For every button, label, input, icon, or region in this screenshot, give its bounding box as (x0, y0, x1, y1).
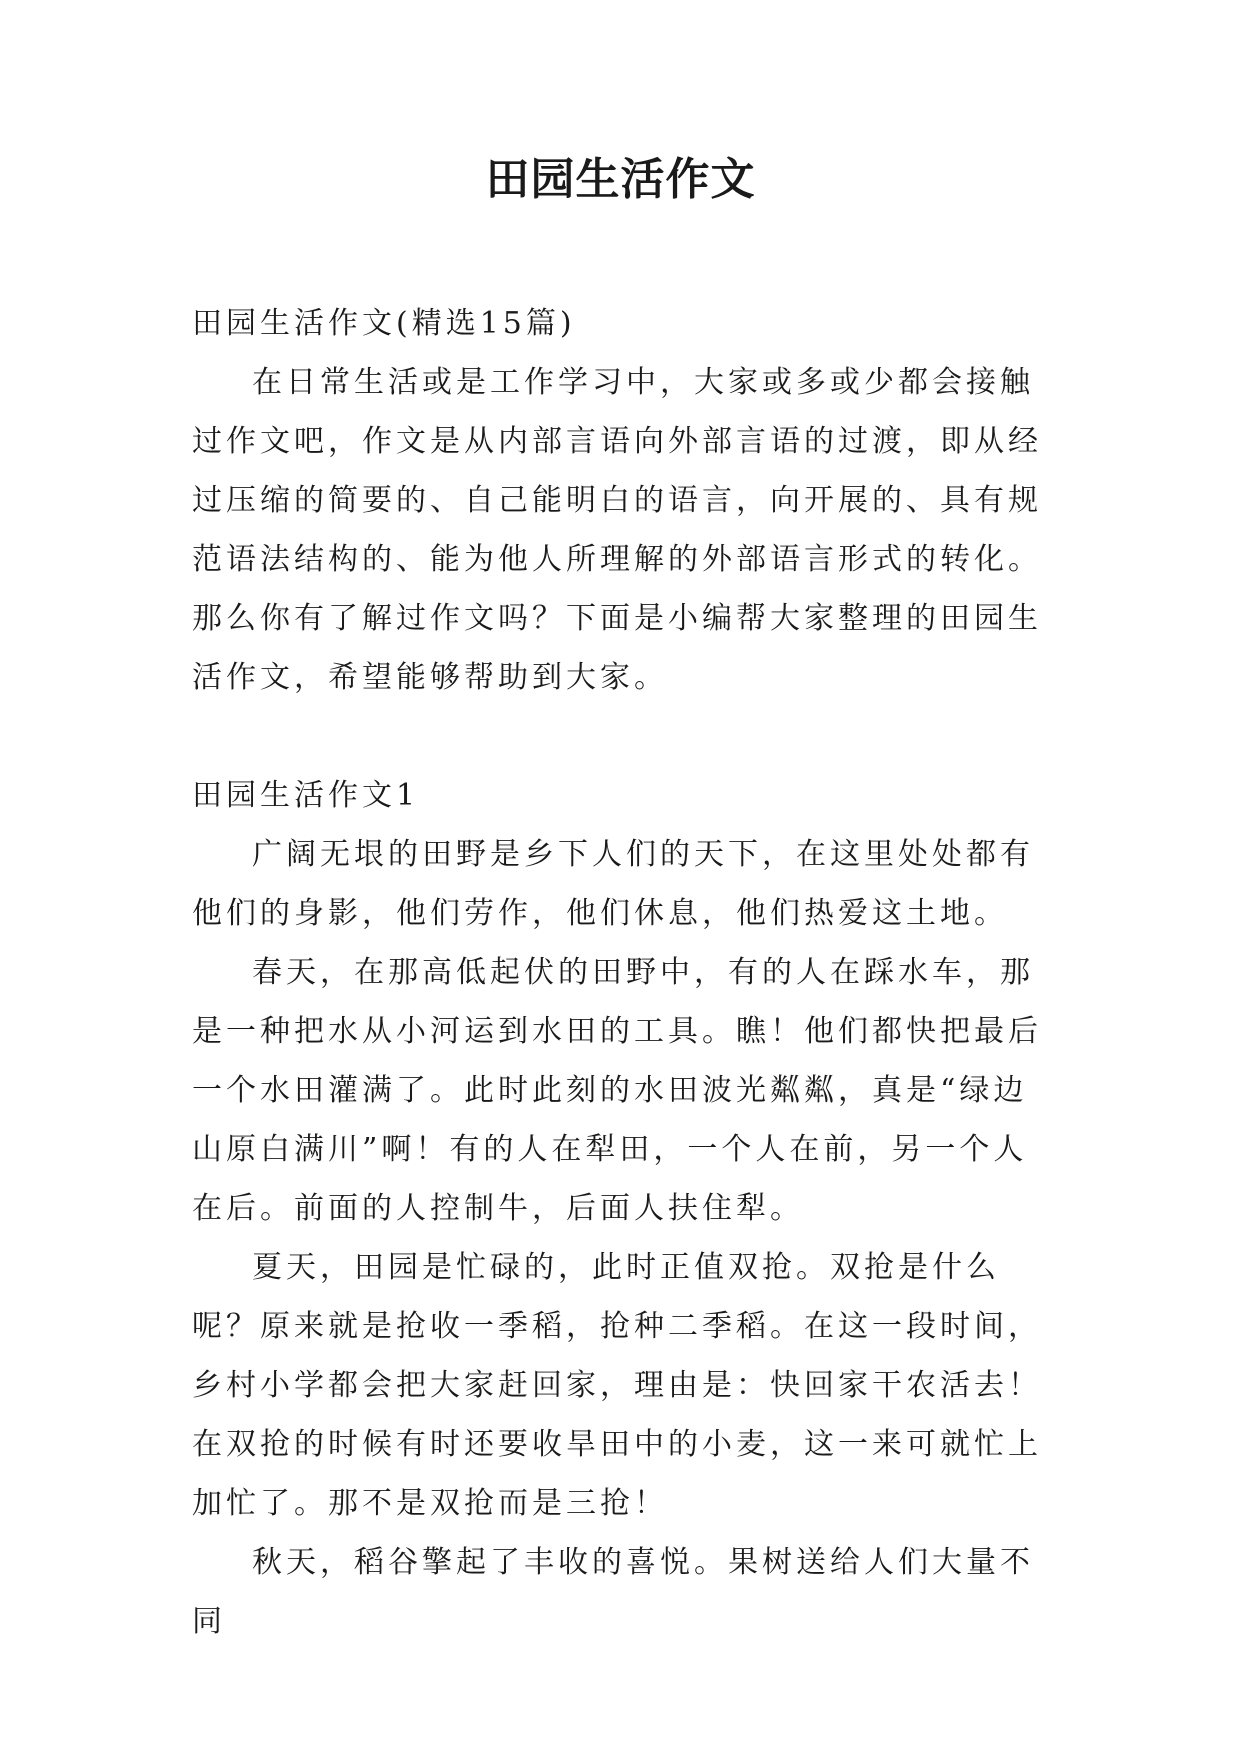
body-paragraph-4: 秋天，稻谷擎起了丰收的喜悦。果树送给人们大量不同 (192, 1545, 1034, 1639)
section-heading: 田园生活作文1 (192, 778, 420, 813)
body-paragraph-2: 春天，在那高低起伏的田野中，有的人在踩水车，那是一种把水从小河运到水田的工具。瞧！他们都快把最后一个水田灌满了。此时此刻的水田波光粼粼，真是“绿边山原白满川”啊！有的人在犁田，一个人在前，另一个人在后。前面的人控制牛，后面人扶住犁。 (192, 955, 1042, 1226)
document-subtitle: 田园生活作文(精选15篇) (192, 306, 576, 341)
intro-paragraph: 在日常生活或是工作学习中，大家或多或少都会接触过作文吧，作文是从内部言语向外部言语的过渡，即从经过压缩的简要的、自己能明白的语言，向开展的、具有规范语法结构的、能为他人所理解的外部语言形式的转化。那么你有了解过作文吗？下面是小编帮大家整理的田园生活作文，希望能够帮助到大家。 (192, 365, 1042, 695)
body-paragraph-1: 广阔无垠的田野是乡下人们的天下，在这里处处都有他们的身影，他们劳作，他们休息，他们热爱这土地。 (192, 837, 1034, 931)
document-body (192, 294, 1052, 1651)
body-paragraph-3: 夏天，田园是忙碌的，此时正值双抢。双抢是什么呢？原来就是抢收一季稻，抢种二季稻。在这一段时间，乡村小学都会把大家赶回家，理由是：快回家干农活去！在双抢的时候有时还要收旱田中的小麦，这一来可就忙上加忙了。那不是双抢而是三抢！ (192, 1250, 1042, 1521)
document-title: 田园生活作文 (485, 154, 756, 205)
